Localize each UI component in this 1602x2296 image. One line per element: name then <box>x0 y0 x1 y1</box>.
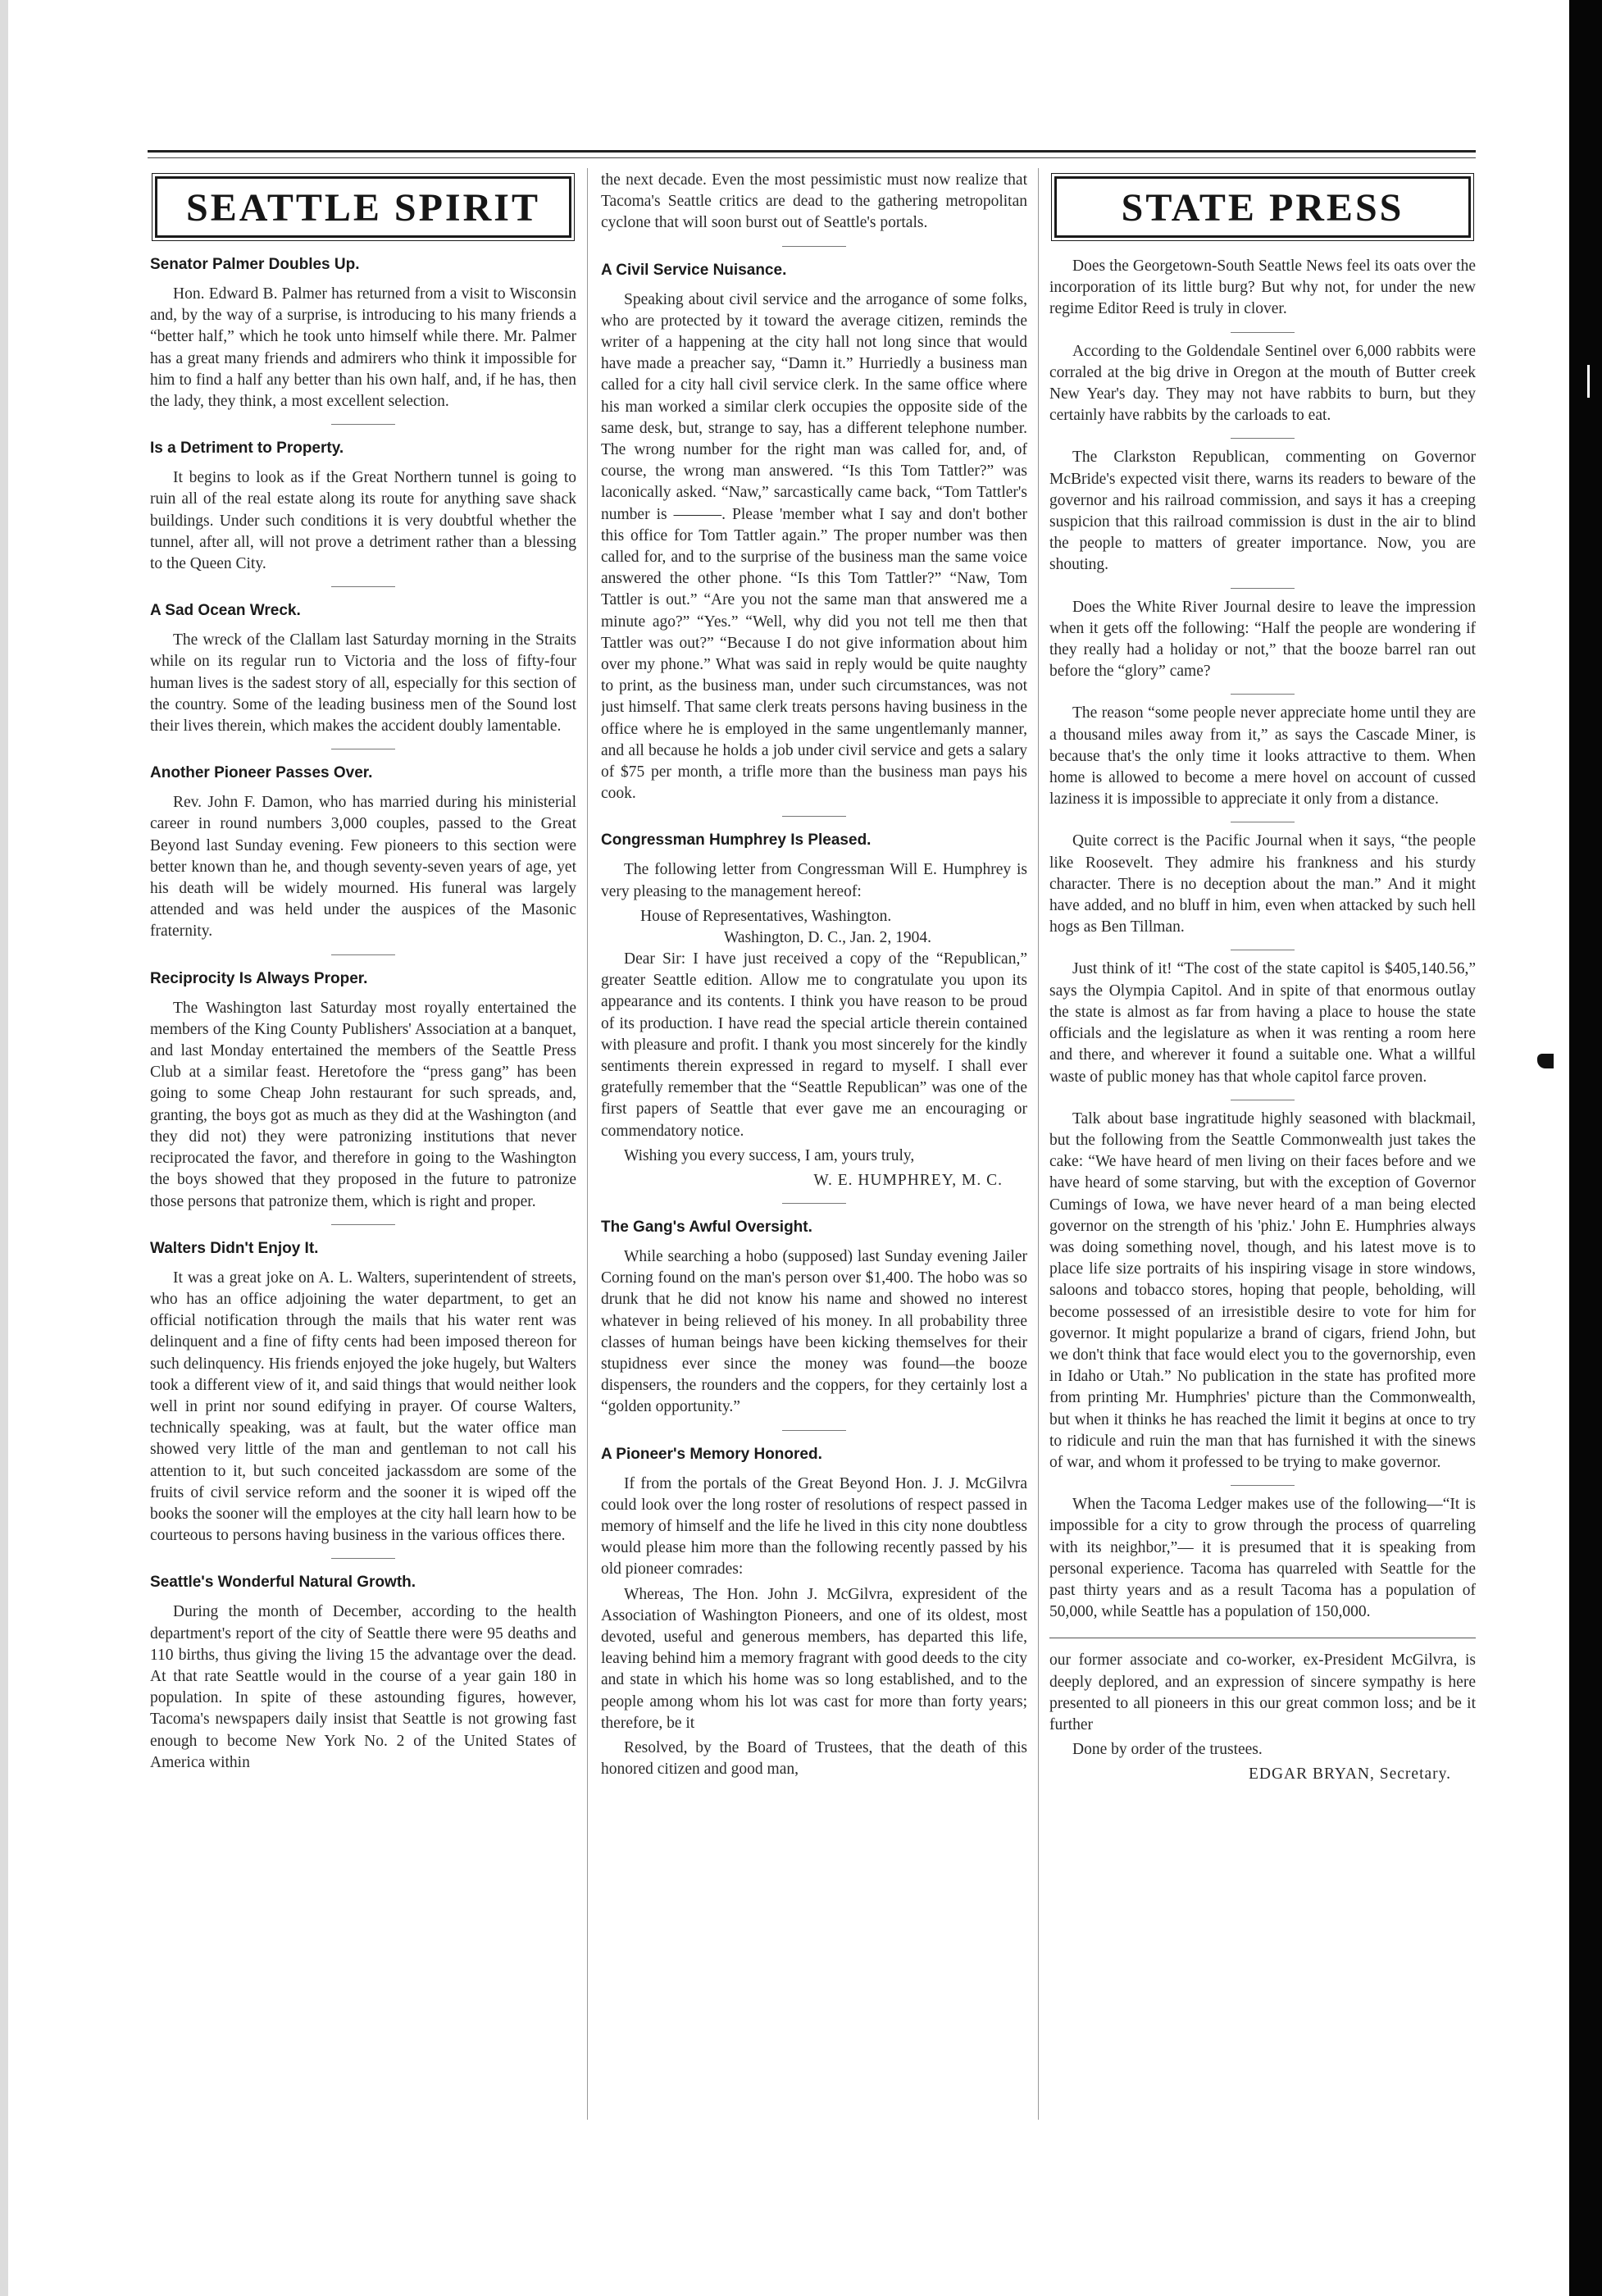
humphrey-letter <box>601 906 1027 1191</box>
state-press-items <box>1049 256 1476 1623</box>
top-rule-thin <box>148 157 1476 158</box>
article-paragraph: The Washington last Saturday most royally entertained the members of the King County Publishers' Association at a banquet, and last Monday entertained the members of the Seattle Press Club at a similar feast. Heretofore the “press gang” has been going to some Cheap John restaurant for such spreads, and, granting, the boys got as much as they did at the Washington (and they did not) they were patronizing institutions that never reciprocated the favor, and therefore in going to the Washington the boys showed that they proposed in the future to patronize those persons that patronize them, which is right and proper. <box>150 999 576 1210</box>
letter-date: Washington, D. C., Jan. 2, 1904. <box>724 928 932 946</box>
separator <box>331 424 395 425</box>
separator <box>331 586 395 587</box>
state-press-banner: STATE PRESS <box>1054 176 1471 238</box>
resolution-text: our former associate and co-worker, ex-President McGilvra, is deeply deplored, and an expression of sincere sympathy is here presented to all pioneers in this our great common loss; and be it further <box>1049 1651 1476 1733</box>
article-headline: The Gang's Awful Oversight. <box>601 1218 812 1236</box>
state-press-item: The Clarkston Republican, commenting on Governor McBride's expected visit there, warns its readers to beware of the governor and his railroad commission, and says it has a creeping suspicion that this railroad commission is dust in the air to blind the people to matters of greater importance. Now, you are shouting. <box>1049 449 1476 574</box>
state-press-item: When the Tacoma Ledger makes use of the following—“It is impossible for a city to grow through the process of quarreling with its neighbor,”— it is presumed that it is speaking from personal experience. Tacoma has quarreled with Seattle for the past thirty years and as a result Tacoma has a population of 50,000, while Seattle has a population of 150,000. <box>1049 1496 1476 1621</box>
article-paragraph: The wreck of the Clallam last Saturday morning in the Straits while on its regular run to Victoria and the loss of fifty-four human lives is the sadest story of all, especially for this section of the country. Some of the leading business men of the Sound lost their lives therein, which makes the accident doubly lamentable. <box>150 631 576 736</box>
separator <box>782 1203 846 1204</box>
top-rule <box>148 150 1476 153</box>
separator <box>1231 694 1295 695</box>
state-press-item: Just think of it! “The cost of the state capitol is $405,140.56,” says the Olympia Capitol. And in spite of that enormous outlay the state is almost as far from having a place to house the state officials and the legislature as when it was renting a room here and there, and wherever it found a suitable one. What a willful waste of public money has that whole capitol farce proven. <box>1049 960 1476 1086</box>
column-right <box>1049 168 1476 2136</box>
article-headline: A Pioneer's Memory Honored. <box>601 1445 822 1463</box>
article-paragraph: Rev. John F. Damon, who has married during his ministerial career in round numbers 3,000 couples, passed to the Great Beyond last Sunday evening. Few pioneers to this section were better known than he, and though seventy-seven years of age, yet his death will be widely mourned. His funeral was largely attended and was held under the auspices of the Masonic fraternity. <box>150 794 576 941</box>
article-paragraph: Hon. Edward B. Palmer has returned from a visit to Wisconsin and, by the way of a surprise, is introducing to his many friends a “better half,” which he took unto himself while there. Mr. Palmer has a great many friends and admirers who think it impossible for him to find a half any better than his own half, and, if he has, then the lady, they think, a most excellent selection. <box>150 285 576 411</box>
column-rule <box>1038 168 1039 2120</box>
state-press-item: Does the Georgetown-South Seattle News feel its oats over the incorporation of its little burg? But why not, for under the new regime Editor Reed is truly in clover. <box>1049 257 1476 318</box>
resolution-continued <box>1049 1650 1476 1785</box>
article-paragraph: Speaking about civil service and the arrogance of some folks, who are protected by it toward the average citizen, reminds the writer of a happening at the city hall not long since that would have made a preacher say, “Damn it.” Hurriedly a business man called for a city hall civil service clerk. In the same office where his man worked a similar clerk occupies the opposite side of the same desk, but, strange to say, has a different telephone number. The wrong number for the right man was called for, and, of course, the wrong man answered. “Is this Tom Tattler?” was laconically asked. “Naw,” sarcastically came back, “Tom Tattler's number is ———. Please 'member what I say and don't bother this office for Tom Tattler again.” The proper number was then called for, and to the surprise of the business man the same voice answered the other phone. “Is this Tom Tattler?” “Naw, Tom Tattler is out.” “Are you not the same man that answered me a minute ago?” “Yes.” “Well, why did you not tell me then that Tattler was out?” “Because I do not give information about him over my phone.” What was said in reply would be quite naughty to print, as the business man, under such circumstances, was not just himself. That same clerk treats persons having business in the office where he is employed in the same ungentlemanly manner, and all because he holds a job under civil service and gets a salary of $75 per month, a trifle more than the business man pays his cook. <box>601 290 1027 803</box>
article-headline: A Civil Service Nuisance. <box>601 261 787 279</box>
article-headline: Seattle's Wonderful Natural Growth. <box>150 1574 416 1592</box>
resolution-signature: EDGAR BRYAN, Secretary. <box>1248 1765 1451 1784</box>
article-paragraph: Whereas, The Hon. John J. McGilvra, expresident of the Association of Washington Pioneers, and one of its oldest, most devoted, useful and generous members, has departed this life, leaving behind him a memory fragrant with good deeds to the city and state in which his home was so long established, and to the people among whom his lot was cast for more than forty years; therefore, be it <box>601 1585 1027 1732</box>
separator <box>331 1558 395 1559</box>
state-press-item: The reason “some people never appreciate home until they are a thousand miles away from it,” as says the Cascade Miner, is because that's the only time it looks attractive to them. When home is allowed to become a mere hovel on account of cussed laziness it is impossible to appreciate it only from a distance. <box>1049 704 1476 809</box>
letter-closing: Wishing you every success, I am, yours truly, <box>624 1146 915 1164</box>
state-press-item: Does the White River Journal desire to leave the impression when it gets off the following: “Half the people are wondering if they really had a holiday or not,” that the booze barrel ran out before the “glory” came? <box>1049 598 1476 681</box>
separator <box>331 1224 395 1225</box>
article-paragraph: If from the portals of the Great Beyond Hon. J. J. McGilvra could look over the long roster of resolutions of respect passed in memory of himself and the life he lived in this city none doubtless would please him more than the following recently passed by his old pioneer comrades: <box>601 1474 1027 1578</box>
letter-address: House of Representatives, Washington. <box>640 907 892 925</box>
scan-artifact-mark <box>1537 1054 1554 1068</box>
article-headline: Another Pioneer Passes Over. <box>150 764 373 782</box>
separator <box>782 246 846 247</box>
separator <box>1231 332 1295 333</box>
seattle-spirit-banner: SEATTLE SPIRIT <box>155 176 571 238</box>
article-headline: Reciprocity Is Always Proper. <box>150 969 368 987</box>
article-headline: Is a Detriment to Property. <box>150 440 344 458</box>
article-paragraph: The following letter from Congressman Will E. Humphrey is very pleasing to the management hereof: <box>601 861 1027 900</box>
article-headline: Walters Didn't Enjoy It. <box>150 1239 319 1257</box>
article-headline: A Sad Ocean Wreck. <box>150 602 301 620</box>
article-headline: Senator Palmer Doubles Up. <box>150 256 360 273</box>
separator <box>1231 438 1295 439</box>
column-left <box>150 168 576 2136</box>
scan-artifact-mark <box>1587 365 1590 398</box>
continued-text: the next decade. Even the most pessimistic must now realize that Tacoma's Seattle critics are dead to the gathering metropolitan cyclone that will soon burst out of Seattle's portals. <box>601 171 1027 232</box>
separator <box>782 1430 846 1431</box>
separator <box>331 954 395 955</box>
separator <box>1231 588 1295 589</box>
separator <box>782 816 846 817</box>
middle-articles-a <box>601 262 1027 903</box>
article-paragraph: During the month of December, according to the health department's report of the city of Seattle there were 95 deaths and 110 births, thus giving the living 15 the advantage over the dead. At that rate Seattle would in the course of a year gain 180 in population. In spite of these astounding figures, however, Tacoma's newspapers daily insist that Seattle is not growing fast enough to become New York No. 2 of the United States of America within <box>150 1603 576 1771</box>
middle-articles-b <box>601 1203 1027 1780</box>
state-press-item: According to the Goldendale Sentinel over 6,000 rabbits were corraled at the big drive in Oregon at the mouth of Butter creek New Year's day. They may not have rabbits to burn, but they certainly have rabbits by the carloads to eat. <box>1049 342 1476 425</box>
scan-edge-left <box>0 0 8 2296</box>
letter-body: Dear Sir: I have just received a copy of the “Republican,” greater Seattle edition. Allow me to congratulate you upon its appearance and its contents. I think you have reason to be proud of its production. I have read the special article therein contained with pleasure and profit. I thank you most sincerely for the kindly sentiments therein expressed in regard to myself. I shall ever gratefully remember that the “Seattle Republican” was one of the first papers of Seattle that ever gave me an encouraging or commendatory notice. <box>601 950 1027 1140</box>
article-headline: Congressman Humphrey Is Pleased. <box>601 831 872 850</box>
column-rule <box>587 168 588 2120</box>
resolution-done: Done by order of the trustees. <box>1072 1741 1263 1759</box>
scan-edge-right <box>1569 0 1602 2296</box>
article-paragraph: While searching a hobo (supposed) last Sunday evening Jailer Corning found on the man's person over $1,400. The hobo was so drunk that he did not know his name and showed no interest whatever in being relieved of his money. In all probability three classes of human beings have been kicking themselves for their stupidness ever since the money was found—the booze dispensers, the rounders and the coppers, for they certainly lost a “golden opportunity.” <box>601 1247 1027 1416</box>
letter-signature: W. E. HUMPHREY, M. C. <box>813 1171 1003 1189</box>
left-articles <box>150 256 576 1774</box>
state-press-item: Talk about base ingratitude highly seasoned with blackmail, but the following from the Seattle Commonwealth just takes the cake: “We have heard of men living on their faces before and we have heard of some starving, but with the exception of Governor Cumings of Iowa, we have never heard of a man being elected governor on the strength of his 'phiz.' John E. Humphries always was doing something novel, though, and his latest move is to place life size portraits of his inspiring visage in store windows, saloons and tobacco stores, hoping that people, beholding, will become possessed of an irresistible desire to vote for him for governor. It might popularize a brand of cigars, friend John, but we don't think that face would elect you to the governorship, even in Idaho or Utah.” No publication in the state has profited more from printing Mr. Humphries' picture than the Commonwealth, but when it thinks he has reached the limit it begins at once to try to ridicule and ruin the man that has furnished it with the sinews of war, and whom it professed to be trying to make governor. <box>1049 1109 1476 1471</box>
state-press-item: Quite correct is the Pacific Journal when it says, “the people like Roosevelt. They admire his frankness and his sturdy character. There is no deception about the man.” And it might have added, and no bluff in him, even when attacked by such hell hogs as Ben Tillman. <box>1049 832 1476 936</box>
separator <box>1231 1485 1295 1486</box>
column-middle <box>601 168 1027 2136</box>
article-paragraph: It begins to look as if the Great Northern tunnel is going to ruin all of the real estate along its route for anything save shack buildings. Under such conditions it is very doubtful whether the tunnel, after all, will not prove a detriment rather than a blessing to the Queen City. <box>150 469 576 573</box>
article-paragraph: Resolved, by the Board of Trustees, that the death of this honored citizen and good man, <box>601 1738 1027 1779</box>
article-paragraph: It was a great joke on A. L. Walters, superintendent of streets, who has an office adjoining the water department, to get an official notification through the mails that his water rent was delinquent and a fine of fifty cents had been imposed thereon for such delinquency. His friends enjoyed the joke hugely, but Walters took a different view of it, and said things that would neither look well in print nor sound edifying in prayer. Of course Walters, technically speaking, was at fault, but the water office man showed very little of the man and gentleman to not call his attention to it, but such conceited jackassdom are some of the fruits of civil service reform and the sooner it is wiped off the books the sooner will the employes at the city hall learn how to be courteous to persons having business in the various offices there. <box>150 1269 576 1545</box>
